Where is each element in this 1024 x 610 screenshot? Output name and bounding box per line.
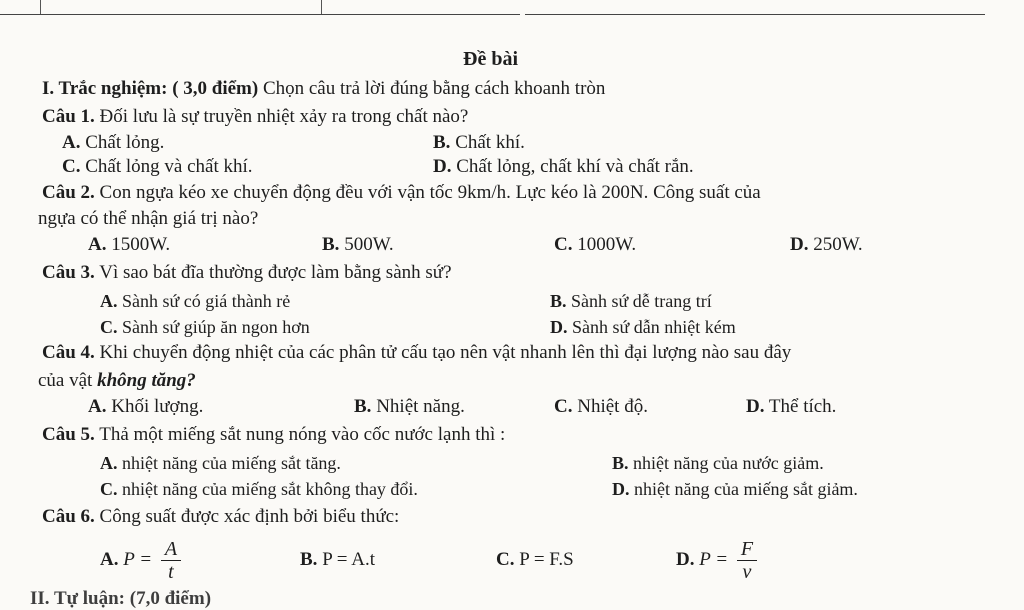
question-4-label: Câu 4.: [42, 342, 95, 363]
q5-option-c[interactable]: C. nhiệt năng của miếng sắt không thay đổi.: [100, 479, 418, 499]
header-rule-right: [525, 14, 985, 15]
section1-points: ( 3,0 điểm): [172, 78, 259, 99]
q4-option-a[interactable]: A. Khối lượng.: [88, 396, 204, 417]
question-1-label: Câu 1.: [42, 106, 95, 127]
question-6-label: Câu 6.: [42, 506, 95, 527]
question-4-text-line2: của vật không tăng?: [38, 370, 196, 391]
q1-option-a[interactable]: A. Chất lỏng.: [62, 132, 165, 153]
q2-option-d[interactable]: D. 250W.: [790, 234, 863, 255]
fraction-f-over-v: $\frac{F}{v}$: [737, 538, 757, 583]
q5-option-d[interactable]: D. nhiệt năng của miếng sắt giảm.: [612, 479, 858, 499]
q2-option-a[interactable]: A. 1500W.: [88, 234, 171, 255]
q6-option-c[interactable]: C. P = F.S: [496, 549, 574, 570]
question-1: [42, 106, 468, 128]
section1-label: I. Trắc nghiệm:: [42, 78, 168, 99]
q6-option-d[interactable]: D. P = $\frac{F}{v}$: [676, 532, 757, 588]
q4-option-c[interactable]: C. Nhiệt độ.: [554, 396, 648, 417]
q5-option-a[interactable]: A. nhiệt năng của miếng sắt tăng.: [100, 453, 341, 473]
q1-option-c[interactable]: C. Chất lỏng và chất khí.: [62, 156, 253, 177]
q6-option-a[interactable]: A. P = $\frac{A}{t}$: [100, 532, 181, 588]
question-3-text: Vì sao bát đĩa thường được làm bằng sành sứ?: [99, 262, 452, 283]
q6-option-b[interactable]: B. P = A.t: [300, 549, 375, 570]
q1-option-d[interactable]: D. Chất lỏng, chất khí và chất rắn.: [433, 156, 694, 177]
q5-option-b[interactable]: B. nhiệt năng của nước giảm.: [612, 453, 824, 473]
q4-option-b[interactable]: B. Nhiệt năng.: [354, 396, 465, 417]
header-rule-left: [0, 14, 520, 15]
q3-option-d[interactable]: D. Sành sứ dẫn nhiệt kém: [550, 317, 736, 337]
section1-heading: [42, 78, 605, 100]
question-4-text-line1: Khi chuyển động nhiệt của các phân tử cấu tạo nên vật nhanh lên thì đại lượng nào sau đây: [99, 342, 792, 363]
section1-instruction: Chọn câu trả lời đúng bằng cách khoanh tròn: [262, 78, 606, 99]
question-2-text-line2: ngựa có thể nhận giá trị nào?: [38, 208, 259, 229]
q1-option-b[interactable]: B. Chất khí.: [433, 132, 525, 153]
question-5: [42, 424, 505, 446]
fraction-a-over-t: $\frac{A}{t}$: [161, 538, 181, 583]
question-1-text: Đối lưu là sự truyền nhiệt xảy ra trong chất nào?: [99, 106, 469, 127]
question-5-text: Thả một miếng sắt nung nóng vào cốc nước lạnh thì :: [99, 424, 506, 445]
header-box: [40, 0, 322, 14]
section2-heading-cutoff: II. Tự luận: (7,0 điểm): [30, 588, 212, 609]
q3-option-b[interactable]: B. Sành sứ dễ trang trí: [550, 291, 712, 311]
question-4: [42, 342, 791, 364]
question-2-label: Câu 2.: [42, 182, 95, 203]
question-2-text-line1: Con ngựa kéo xe chuyển động đều với vận tốc 9km/h. Lực kéo là 200N. Công suất của: [99, 182, 761, 203]
q4-option-d[interactable]: D. Thể tích.: [746, 396, 837, 417]
question-2: [42, 182, 761, 204]
q2-option-b[interactable]: B. 500W.: [322, 234, 394, 255]
q3-option-a[interactable]: A. Sành sứ có giá thành rẻ: [100, 291, 291, 311]
question-3-label: Câu 3.: [42, 262, 95, 283]
page-title: Đề bài: [463, 48, 518, 70]
question-5-label: Câu 5.: [42, 424, 95, 445]
question-6: [42, 506, 399, 528]
question-6-text: Công suất được xác định bởi biểu thức:: [99, 506, 400, 527]
question-3: [42, 262, 452, 284]
q3-option-c[interactable]: C. Sành sứ giúp ăn ngon hơn: [100, 317, 310, 337]
q2-option-c[interactable]: C. 1000W.: [554, 234, 637, 255]
